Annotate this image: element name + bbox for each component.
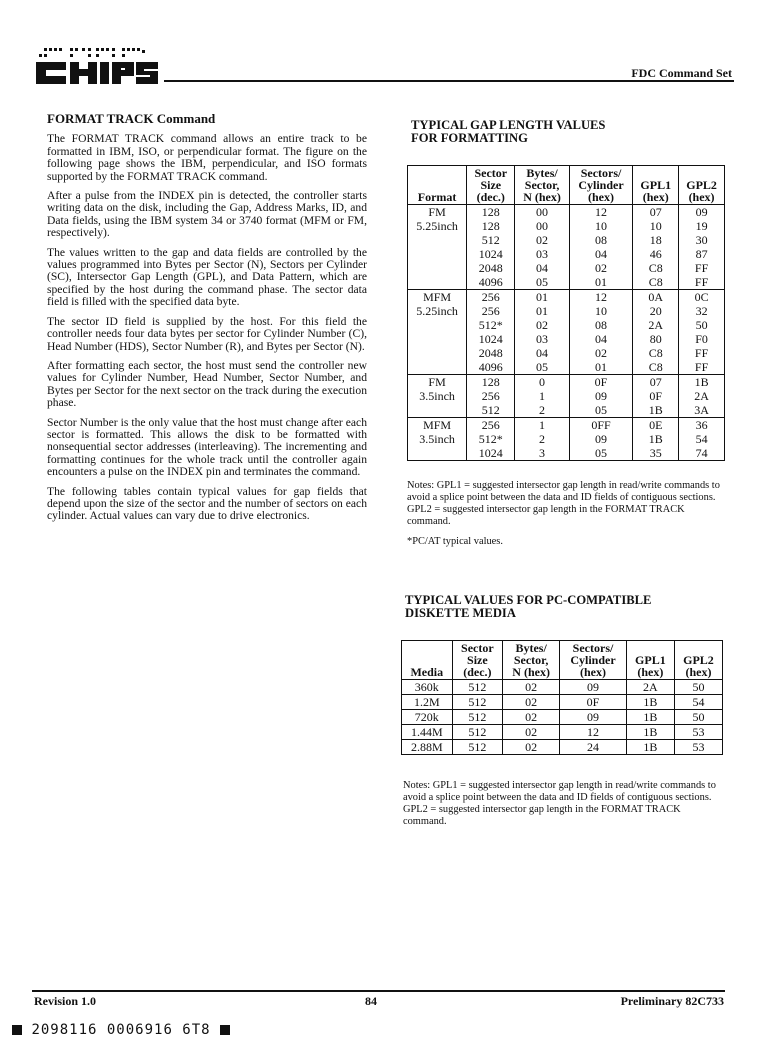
table-cell: 10 xyxy=(569,219,633,233)
table-cell: 54 xyxy=(674,695,722,710)
gap-title-line1: TYPICAL GAP LENGTH VALUES xyxy=(411,118,606,132)
table-row xyxy=(408,247,725,261)
format-cell xyxy=(408,247,467,261)
table-cell: C8 xyxy=(633,261,679,275)
table-cell: 02 xyxy=(503,725,560,740)
paragraph: The sector ID field is supplied by the host. For this field the controller needs four data bytes per sector for Cylinder Number (C), Head Number (HDS), Sector Number (R), and Bytes per Sector (N). xyxy=(47,314,367,353)
format-cell xyxy=(408,275,467,290)
table-cell: 07 xyxy=(633,375,679,390)
table-cell: 12 xyxy=(569,205,633,220)
table-cell: 02 xyxy=(569,346,633,360)
table-cell: 32 xyxy=(679,304,725,318)
table-cell: 08 xyxy=(569,233,633,247)
table-cell: FF xyxy=(679,346,725,360)
table-cell: 36 xyxy=(679,418,725,433)
gap-notes xyxy=(407,480,729,556)
table-row xyxy=(408,219,725,233)
table-cell: 50 xyxy=(679,318,725,332)
chips-logo xyxy=(30,40,162,88)
format-cell xyxy=(408,233,467,247)
table-cell: 03 xyxy=(515,247,569,261)
format-cell xyxy=(408,261,467,275)
table-cell: 04 xyxy=(569,247,633,261)
paragraph: The values written to the gap and data fields are controlled by the values programmed into Bytes per Sector (N), Sectors per Cylinder (SC), Intersector Gap Length (GPL), and Data Pattern, which are specified by the host during the command phase. The sector data field is filled with the specified data byte. xyxy=(47,245,367,309)
table-cell: 02 xyxy=(503,695,560,710)
table-row xyxy=(408,318,725,332)
table-cell: 0FF xyxy=(569,418,633,433)
format-cell: FM xyxy=(408,375,467,390)
table-cell: 256 xyxy=(467,389,515,403)
table-cell: 05 xyxy=(515,275,569,290)
table-row xyxy=(408,275,725,290)
table-cell: 46 xyxy=(633,247,679,261)
barcode-line xyxy=(12,1022,230,1038)
footer-rule xyxy=(32,990,725,992)
media-section-title xyxy=(405,594,651,620)
table-cell: FF xyxy=(679,275,725,290)
table-cell: 02 xyxy=(503,680,560,695)
table-cell: 87 xyxy=(679,247,725,261)
table-cell: 02 xyxy=(503,740,560,755)
table-cell: 2A xyxy=(633,318,679,332)
table-cell: 4096 xyxy=(467,275,515,290)
table-cell: 1B xyxy=(633,403,679,418)
table-cell: 128 xyxy=(467,219,515,233)
format-cell xyxy=(408,332,467,346)
table-cell: 1B xyxy=(679,375,725,390)
col-sector-size: Sector Size (dec.) xyxy=(452,641,503,680)
table-cell: 256 xyxy=(467,290,515,305)
table-cell: 24 xyxy=(560,740,627,755)
format-cell: 5.25inch xyxy=(408,304,467,318)
gap-title-line2: FOR FORMATTING xyxy=(411,131,528,145)
table-cell: 12 xyxy=(560,725,627,740)
table-cell: 12 xyxy=(569,290,633,305)
media-values-table xyxy=(401,640,723,755)
table-cell: 0A xyxy=(633,290,679,305)
table-cell: C8 xyxy=(633,275,679,290)
paragraph: The FORMAT TRACK command allows an entire track to be formatted in IBM, ISO, or perpendicular format. The figure on the following page shows the IBM, perpendicular, and ISO formats supported by the FORMAT TRACK command. xyxy=(47,132,367,183)
table-cell: C8 xyxy=(633,346,679,360)
media-cell: 720k xyxy=(402,710,453,725)
paragraph: After formatting each sector, the host must send the controller new values for Cylinder Number, Head Number, Sector Number, and Bytes per Sector for the next sector on the track during the execution phase. xyxy=(47,358,367,410)
table-row xyxy=(408,290,725,305)
table-cell: 03 xyxy=(515,332,569,346)
table-cell: 1024 xyxy=(467,247,515,261)
table-cell: 18 xyxy=(633,233,679,247)
table-cell: 02 xyxy=(503,710,560,725)
format-cell xyxy=(408,403,467,418)
media-table-body xyxy=(402,680,723,755)
barcode-block-icon xyxy=(220,1025,230,1035)
col-sectors-cylinder: Sectors/ Cylinder (hex) xyxy=(560,641,627,680)
table-cell: 01 xyxy=(569,275,633,290)
table-cell: 1B xyxy=(626,725,674,740)
gap-footnote: *PC/AT typical values. xyxy=(407,536,503,547)
format-cell xyxy=(408,318,467,332)
format-cell xyxy=(408,346,467,360)
paragraph: Sector Number is the only value that the host must change after each sector is formatted. This allows the disk to be formatted with nonsequential sector addresses (interleaving). The incrementing and formatting continues for the whole track until the controller again encounters a pulse on the INDEX pin and terminates the command. xyxy=(47,415,367,479)
format-cell: MFM xyxy=(408,418,467,433)
table-cell: 512 xyxy=(467,403,515,418)
table-cell: 1B xyxy=(626,740,674,755)
gap-table-body xyxy=(408,205,725,461)
media-notes: Notes: GPL1 = suggested intersector gap length in read/write commands to avoid a splice point between the data and ID fields of contiguous sections. GPL2 = suggested intersector gap length in the FORMAT TRACK command. xyxy=(403,780,716,827)
header-title: FDC Command Set xyxy=(631,66,732,80)
table-cell: 2A xyxy=(679,389,725,403)
format-cell xyxy=(408,360,467,375)
paragraph: The following tables contain typical values for gap fields that depend upon the size of the sector and the number of sectors on each cylinder. Actual values can vary due to drive electronics. xyxy=(47,484,367,523)
table-cell: 1B xyxy=(626,695,674,710)
table-row xyxy=(408,304,725,318)
table-cell: 80 xyxy=(633,332,679,346)
table-cell: 74 xyxy=(679,446,725,461)
media-cell: 360k xyxy=(402,680,453,695)
table-cell: 09 xyxy=(569,389,633,403)
table-cell: 04 xyxy=(569,332,633,346)
barcode-block-icon xyxy=(12,1025,22,1035)
table-cell: 02 xyxy=(515,233,569,247)
col-sectors-cylinder: Sectors/ Cylinder (hex) xyxy=(569,166,633,205)
table-cell: 512* xyxy=(467,432,515,446)
table-row xyxy=(408,432,725,446)
col-gpl2: GPL2 (hex) xyxy=(679,166,725,205)
table-cell: 00 xyxy=(515,205,569,220)
table-cell: 1B xyxy=(626,710,674,725)
table-row xyxy=(408,446,725,461)
table-cell: 512 xyxy=(452,740,503,755)
table-cell: 50 xyxy=(674,680,722,695)
table-cell: 00 xyxy=(515,219,569,233)
table-cell: 08 xyxy=(569,318,633,332)
table-row xyxy=(408,403,725,418)
page-number: 84 xyxy=(365,994,377,1008)
table-row xyxy=(402,725,723,740)
col-media: Media xyxy=(402,641,453,680)
table-row xyxy=(408,389,725,403)
table-cell: 09 xyxy=(560,680,627,695)
table-cell: 3A xyxy=(679,403,725,418)
table-row xyxy=(408,205,725,220)
media-cell: 2.88M xyxy=(402,740,453,755)
table-cell: 256 xyxy=(467,304,515,318)
table-cell: 30 xyxy=(679,233,725,247)
table-row xyxy=(408,418,725,433)
table-cell: 53 xyxy=(674,725,722,740)
table-cell: 09 xyxy=(679,205,725,220)
table-row xyxy=(408,360,725,375)
table-cell: 0F xyxy=(569,375,633,390)
table-cell: 04 xyxy=(515,261,569,275)
table-cell: 01 xyxy=(515,290,569,305)
table-row xyxy=(402,680,723,695)
table-cell: 512 xyxy=(452,710,503,725)
table-cell: 128 xyxy=(467,205,515,220)
format-cell: MFM xyxy=(408,290,467,305)
col-bytes-sector: Bytes/ Sector, N (hex) xyxy=(503,641,560,680)
table-cell: 0C xyxy=(679,290,725,305)
table-cell: 0E xyxy=(633,418,679,433)
table-cell: 19 xyxy=(679,219,725,233)
col-gpl1: GPL1 (hex) xyxy=(626,641,674,680)
table-cell: 50 xyxy=(674,710,722,725)
section-heading: FORMAT TRACK Command xyxy=(47,111,216,126)
format-cell: 3.5inch xyxy=(408,432,467,446)
table-cell: 10 xyxy=(569,304,633,318)
table-cell: 04 xyxy=(515,346,569,360)
table-cell: 20 xyxy=(633,304,679,318)
table-cell: 1 xyxy=(515,418,569,433)
table-cell: 01 xyxy=(515,304,569,318)
table-row xyxy=(402,695,723,710)
gap-notes-text: Notes: GPL1 = suggested intersector gap length in read/write commands to avoid a splice point between the data and ID fields of contiguous sections. GPL2 = suggested intersector gap length in the FORMAT TRACK command. xyxy=(407,480,720,527)
media-title-line2: DISKETTE MEDIA xyxy=(405,606,516,620)
table-cell: 01 xyxy=(569,360,633,375)
media-cell: 1.2M xyxy=(402,695,453,710)
format-cell: 3.5inch xyxy=(408,389,467,403)
col-format: Format xyxy=(408,166,467,205)
gap-table-container xyxy=(407,165,725,461)
table-cell: 512 xyxy=(452,680,503,695)
table-cell: F0 xyxy=(679,332,725,346)
table-cell: 2 xyxy=(515,432,569,446)
table-row xyxy=(402,710,723,725)
table-cell: 2048 xyxy=(467,261,515,275)
table-row xyxy=(408,346,725,360)
table-cell: 07 xyxy=(633,205,679,220)
table-cell: 05 xyxy=(569,446,633,461)
table-cell: 1024 xyxy=(467,446,515,461)
table-cell: 02 xyxy=(515,318,569,332)
table-cell: 05 xyxy=(569,403,633,418)
col-bytes-sector: Bytes/ Sector, N (hex) xyxy=(515,166,569,205)
col-gpl2: GPL2 (hex) xyxy=(674,641,722,680)
table-cell: 512 xyxy=(452,695,503,710)
left-column xyxy=(47,113,367,530)
table-cell: 3 xyxy=(515,446,569,461)
table-cell: 128 xyxy=(467,375,515,390)
table-cell: 4096 xyxy=(467,360,515,375)
table-cell: 2A xyxy=(626,680,674,695)
table-cell: FF xyxy=(679,360,725,375)
table-cell: 2048 xyxy=(467,346,515,360)
media-cell: 1.44M xyxy=(402,725,453,740)
table-cell: 0 xyxy=(515,375,569,390)
media-table-container xyxy=(401,640,725,755)
gap-length-table xyxy=(407,165,725,461)
table-cell: 2 xyxy=(515,403,569,418)
table-cell: 09 xyxy=(569,432,633,446)
table-cell: 1024 xyxy=(467,332,515,346)
table-cell: 53 xyxy=(674,740,722,755)
table-row xyxy=(408,261,725,275)
table-cell: C8 xyxy=(633,360,679,375)
paragraph: After a pulse from the INDEX pin is detected, the controller starts writing data on the disk, including the Gap, Address Marks, ID, and Data fields, using the IBM system 34 or 3740 format (MFM or FM, respectively). xyxy=(47,189,367,240)
table-cell: 512* xyxy=(467,318,515,332)
table-row xyxy=(408,375,725,390)
table-row xyxy=(402,740,723,755)
table-cell: 256 xyxy=(467,418,515,433)
table-cell: 0F xyxy=(560,695,627,710)
table-row xyxy=(408,233,725,247)
media-title-line1: TYPICAL VALUES FOR PC-COMPATIBLE xyxy=(405,593,652,607)
gap-section-title xyxy=(411,119,605,145)
table-row xyxy=(408,332,725,346)
format-cell xyxy=(408,446,467,461)
format-cell: FM xyxy=(408,205,467,220)
table-cell: 512 xyxy=(467,233,515,247)
footer-revision: Revision 1.0 xyxy=(34,994,97,1008)
table-cell: 09 xyxy=(560,710,627,725)
table-cell: 10 xyxy=(633,219,679,233)
table-cell: 1B xyxy=(633,432,679,446)
format-cell: 5.25inch xyxy=(408,219,467,233)
col-sector-size: Sector Size (dec.) xyxy=(467,166,515,205)
table-cell: 54 xyxy=(679,432,725,446)
footer-part-number: Preliminary 82C733 xyxy=(620,994,724,1008)
barcode-text: 2098116 0006916 6T8 xyxy=(31,1022,211,1038)
table-cell: 1 xyxy=(515,389,569,403)
table-cell: FF xyxy=(679,261,725,275)
table-cell: 05 xyxy=(515,360,569,375)
table-cell: 512 xyxy=(452,725,503,740)
table-cell: 02 xyxy=(569,261,633,275)
table-cell: 0F xyxy=(633,389,679,403)
col-gpl1: GPL1 (hex) xyxy=(633,166,679,205)
table-cell: 35 xyxy=(633,446,679,461)
